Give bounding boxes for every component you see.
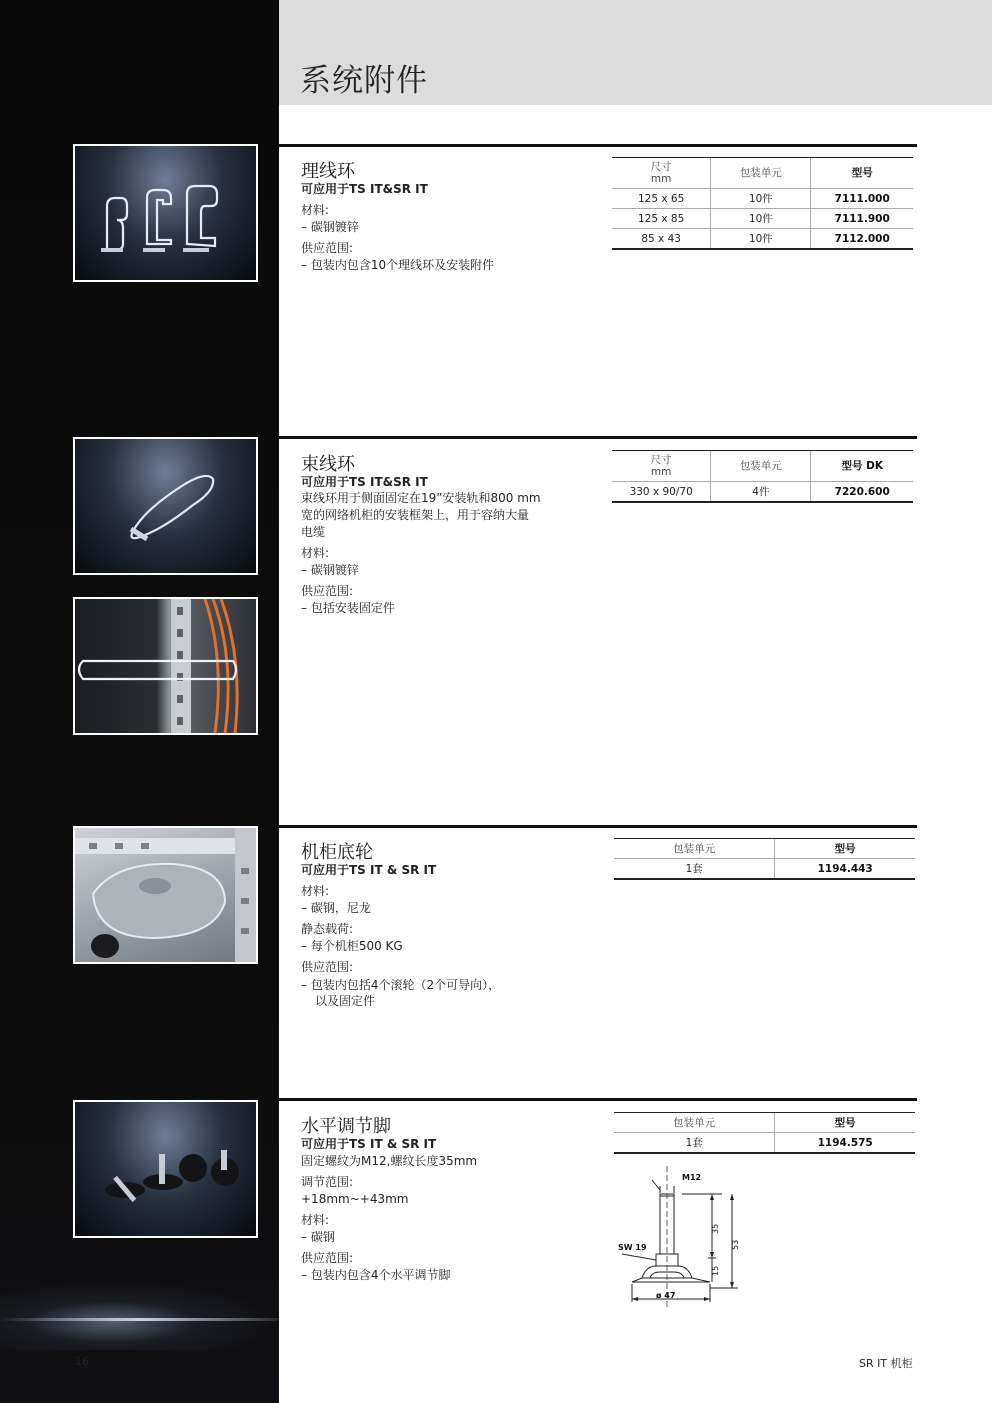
photo-leveling-feet: [73, 1100, 258, 1238]
table-cell: 10件: [711, 189, 811, 209]
leveling-foot-drawing: [612, 1166, 752, 1308]
table-cell: 4件: [711, 482, 811, 503]
applies-to: 可应用于TS IT & SR IT: [301, 863, 437, 877]
dim-15-label: 15: [711, 1265, 720, 1276]
page-title: 系统附件: [300, 63, 428, 99]
table-header: 包装单元: [711, 158, 811, 189]
part-number: 1194.575: [775, 1133, 915, 1154]
supply-value: – 包装内包含4个水平调节脚: [301, 1268, 451, 1282]
material-heading: 材料:: [301, 884, 330, 898]
section-title-caster: 机柜底轮: [301, 842, 373, 863]
thread-spec: 固定螺纹为M12,螺纹长度35mm: [301, 1154, 478, 1168]
section-title-cable-loop: 理线环: [301, 161, 355, 182]
section-rule-cable-loop: [279, 144, 917, 147]
dim-35-label: 35: [711, 1223, 720, 1234]
photo-casters: [73, 826, 258, 964]
applies-to: 可应用于TS IT&SR IT: [301, 475, 428, 489]
table-cell: 1套: [614, 859, 775, 880]
supply-value: 以及固定件: [315, 994, 376, 1008]
spec-table-cable-bundle: [612, 450, 913, 503]
range-value: +18mm~+43mm: [301, 1192, 409, 1206]
footer-doc-name: SR IT 机柜: [859, 1357, 913, 1370]
supply-value: – 包装内包含10个理线环及安装附件: [301, 258, 495, 272]
table-header: 尺寸 mm: [612, 158, 711, 189]
description-line: 束线环用于侧面固定在19”安装轨和800 mm: [301, 491, 541, 505]
table-header: 包装单元: [711, 451, 811, 482]
table-cell: 10件: [711, 229, 811, 250]
dim-thread-label: M12: [682, 1173, 702, 1182]
section-rule-caster: [279, 825, 917, 828]
table-cell: 330 x 90/70: [612, 482, 711, 503]
table-row: [614, 859, 915, 880]
dim-53-label: 53: [731, 1239, 740, 1250]
applies-to: 可应用于TS IT & SR IT: [301, 1137, 437, 1151]
material-heading: 材料:: [301, 546, 330, 560]
part-number: 7220.600: [811, 482, 913, 503]
table-header: 型号: [811, 158, 913, 189]
table-row: [614, 1133, 915, 1154]
section-title-cable-bundle: 束线环: [301, 454, 355, 475]
part-number: 7112.000: [811, 229, 913, 250]
part-number: 7111.000: [811, 189, 913, 209]
section-rule-leveling-foot: [279, 1098, 917, 1101]
spec-table-caster: [614, 838, 915, 880]
table-header: 型号 DK: [811, 451, 913, 482]
light-line: [0, 1318, 279, 1321]
table-cell: 1套: [614, 1133, 775, 1154]
part-number: 7111.900: [811, 209, 913, 229]
part-number: 1194.443: [775, 859, 915, 880]
supply-heading: 供应范围:: [301, 1251, 354, 1265]
load-heading: 静态载荷:: [301, 922, 354, 936]
range-heading: 调节范围:: [301, 1175, 354, 1189]
photo-cable-loops: [73, 144, 258, 282]
material-value: – 碳钢镀锌: [301, 563, 359, 577]
spec-table-leveling-foot: [614, 1112, 915, 1154]
photo-rack-ring-installed: [73, 597, 258, 735]
material-heading: 材料:: [301, 1213, 330, 1227]
supply-heading: 供应范围:: [301, 241, 354, 255]
table-header: 包装单元: [614, 839, 775, 859]
supply-heading: 供应范围:: [301, 960, 354, 974]
description-line: 电缆: [301, 525, 326, 539]
table-cell: 125 x 65: [612, 189, 711, 209]
table-cell: 125 x 85: [612, 209, 711, 229]
supply-value: – 包装内包括4个滚轮（2个可导向），: [301, 978, 501, 992]
table-row: [612, 189, 913, 209]
table-header: 包装单元: [614, 1113, 775, 1133]
table-header: 型号: [775, 1113, 915, 1133]
table-row: [612, 209, 913, 229]
dim-diameter-label: ø 47: [656, 1291, 676, 1300]
material-value: – 碳钢镀锌: [301, 220, 359, 234]
supply-value: – 包括安装固定件: [301, 601, 395, 615]
table-header: 尺寸 mm: [612, 451, 711, 482]
material-value: – 碳钢，尼龙: [301, 901, 371, 915]
table-header: 型号: [775, 839, 915, 859]
applies-to: 可应用于TS IT&SR IT: [301, 182, 428, 196]
photo-cable-bundle-ring: [73, 437, 258, 575]
load-value: – 每个机柜500 KG: [301, 939, 403, 953]
table-row: [612, 482, 913, 503]
material-heading: 材料:: [301, 203, 330, 217]
table-cell: 10件: [711, 209, 811, 229]
description-line: 宽的网络机柜的安装框架上，用于容纳大量: [301, 508, 530, 522]
section-title-leveling-foot: 水平调节脚: [301, 1116, 391, 1137]
table-row: [612, 229, 913, 250]
dim-wrench-label: SW 19: [618, 1243, 647, 1252]
table-cell: 85 x 43: [612, 229, 711, 250]
material-value: – 碳钢: [301, 1230, 335, 1244]
page-number: 16: [75, 1355, 89, 1368]
light-streak: [0, 1280, 279, 1350]
section-rule-cable-bundle: [279, 436, 917, 439]
supply-heading: 供应范围:: [301, 584, 354, 598]
spec-table-cable-loop: [612, 157, 913, 250]
